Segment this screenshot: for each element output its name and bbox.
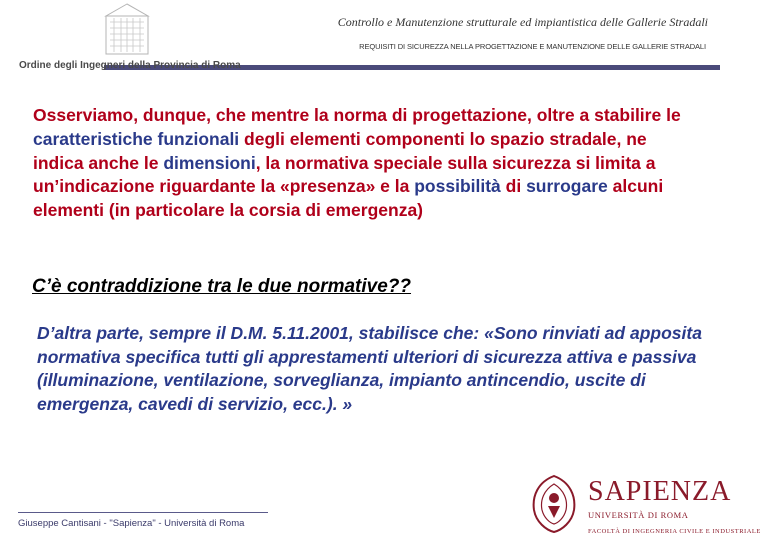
quote-paragraph: D’altra parte, sempre il D.M. 5.11.2001, stabilisce che: «Sono rinviati ad apposita normativa specifica tutti gli apprestamenti ulteriori di sicurezza attiva e passiva (illuminazione, ventilazione, sorveglianza, impianto antincendio, uscite di emergenza, cavedi di servizio, ecc.). » — [37, 323, 702, 414]
building-logo-icon — [104, 2, 150, 56]
header-title: Controllo e Manutenzione strutturale ed impiantistica delle Gallerie Stradali — [337, 15, 708, 29]
para-segment-highlight: caratteristiche funzionali — [33, 128, 240, 149]
logo-name: SAPIENZA — [588, 476, 732, 507]
para-segment: Osserviamo, dunque, che mentre la norma di progettazione, oltre a stabilire le — [33, 105, 681, 125]
para-segment: di — [500, 176, 527, 197]
university-logo — [518, 470, 761, 540]
header-subtitle: REQUISITI DI SICUREZZA NELLA PROGETTAZIONE E MANUTENZIONE DELLE GALLERIE STRADALI — [359, 42, 706, 51]
seal-icon — [528, 474, 580, 534]
question-heading: C’è contraddizione tra le due normative?? — [32, 276, 412, 297]
para-segment: alcuni elementi (in particolare la corsia di emergenza) — [33, 176, 664, 221]
logo-subtitle: UNIVERSITÀ DI ROMA — [588, 510, 689, 520]
para-segment-highlight: dimensioni — [163, 152, 256, 173]
para-segment-highlight: possibilità — [414, 176, 501, 197]
footer-divider — [18, 512, 268, 513]
main-paragraph — [33, 104, 693, 223]
para-segment: degli elementi componenti lo spazio stradale, ne indica anche le — [33, 128, 647, 173]
logo-faculty: FACOLTÀ DI INGEGNERIA CIVILE E INDUSTRIALE — [588, 528, 761, 535]
para-segment-highlight: surrogare — [526, 176, 608, 197]
footer-author: Giuseppe Cantisani - "Sapienza" - Università di Roma — [18, 518, 245, 529]
organization-label: Ordine degli Ingegneri della Provincia di Roma — [19, 60, 241, 71]
para-segment: , la normativa speciale sulla sicurezza si limita a un’indicazione riguardante la «presenza» e la — [33, 152, 656, 197]
